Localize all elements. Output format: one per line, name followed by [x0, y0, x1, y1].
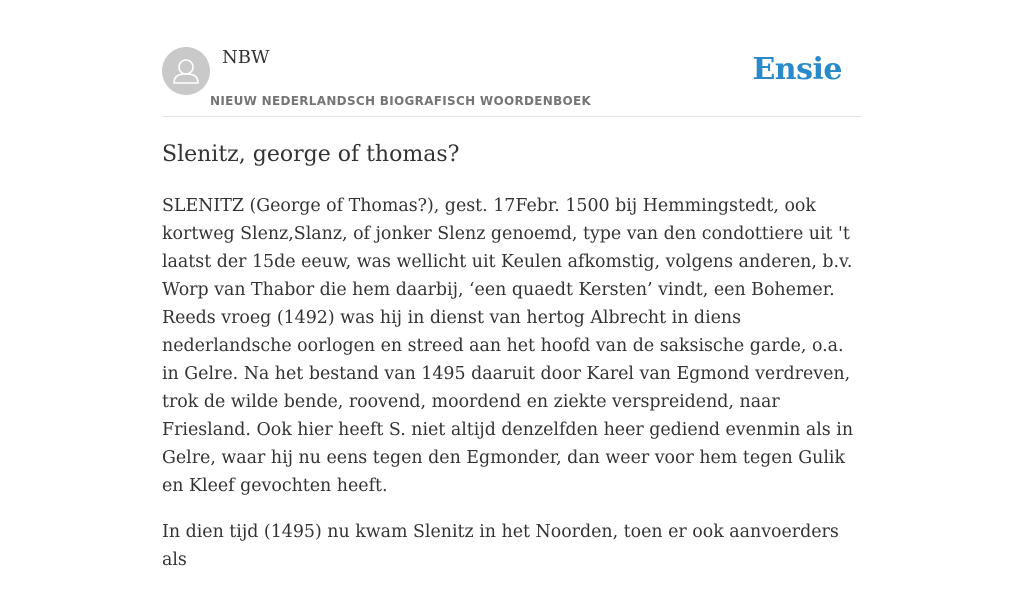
body-paragraph: SLENITZ (George of Thomas?), gest. 17Febr. 1500 bij Hemmingstedt, ook kortweg Slenz,Slanz, of jonker Slenz genoemd, type van den condottiere uit 't laatst der 15de eeuw, was wellicht uit Keulen afkomstig, volgens anderen, b.v. Worp van Thabor die hem daarbij, ‘een quaedt Kersten’ vindt, een Bohemer. Reeds vroeg (1492) was hij in dienst van hertog Albrecht in diens nederlandsche oorlogen en streed aan het hoofd van de saksische garde, o.a. in Gelre. Na het bestand van 1495 daaruit door Karel van Egmond verdreven, trok de wilde bende, roovend, moordend en ziekte verspreidend, naar Friesland. Ook hier heeft S. niet altijd denzelfden heer gediend evenmin als in Gelre, waar hij nu eens tegen den Egmonder, dan weer voor hem tegen Gulik en Kleef gevochten heeft.	[162, 196, 854, 496]
entry-body	[162, 192, 862, 592]
entry-title: Slenitz, george of thomas?	[162, 142, 460, 167]
source-header	[162, 0, 862, 117]
source-full-name: NIEUW NEDERLANDSCH BIOGRAFISCH WOORDENBOEK	[210, 94, 592, 108]
entry-page	[162, 0, 862, 570]
user-icon	[162, 47, 210, 95]
source-name-link[interactable]: NBW	[222, 47, 270, 68]
source-avatar[interactable]	[162, 47, 210, 95]
body-paragraph: In dien tijd (1495) nu kwam Slenitz in het Noorden, toen er ook aanvoerders als	[162, 522, 839, 570]
ensie-logo[interactable]: Ensie	[752, 52, 842, 87]
